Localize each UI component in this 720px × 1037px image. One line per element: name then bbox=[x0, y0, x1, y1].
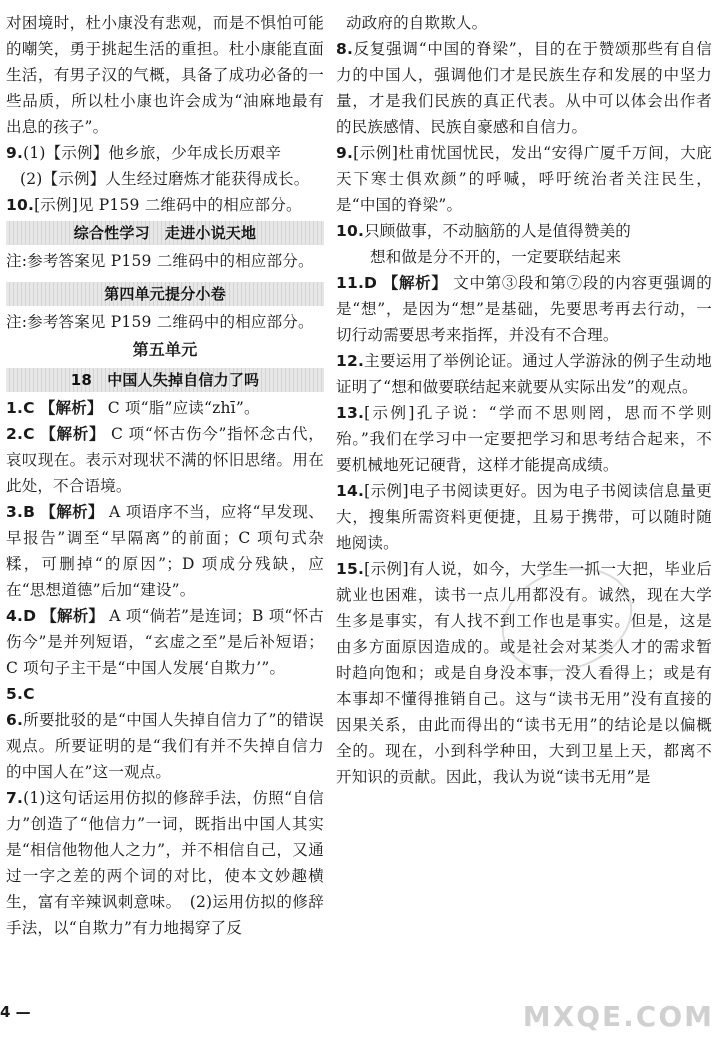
answer-9r-number: 9. bbox=[336, 144, 354, 162]
answer-8 bbox=[336, 36, 712, 140]
answer-10 bbox=[6, 192, 324, 218]
answer-13-number: 13. bbox=[336, 404, 365, 422]
answer-5 bbox=[6, 681, 324, 707]
unit-title: 第五单元 bbox=[132, 340, 198, 359]
answer-1-number: 1.C bbox=[6, 399, 35, 417]
answer-4-number: 4.D bbox=[6, 607, 37, 625]
answer-10-text: [示例]见 P159 二维码中的相应部分。 bbox=[34, 196, 302, 214]
answer-3-number: 3.B bbox=[6, 503, 36, 521]
answer-11-number: 11.D bbox=[336, 274, 378, 292]
answer-2-text: C 项“怀古伤今”指怀念古代，哀叹现在。表示对现状不满的怀旧思绪。用在此处，不合语境。 bbox=[6, 425, 324, 495]
answer-4-text: A 项“倘若”是连词；B 项“怀古伤今”是并列短语，“玄虚之至”是后补短语；C 项句子主干是“中国人发展‘自欺力’”。 bbox=[6, 607, 324, 677]
answer-7-text: (1)这句话运用仿拟的修辞手法，仿照“自信力”创造了“他信力”一词，既指出中国人其实是“相信他物他人之力”，并不相信自己，又通过一字之差的两个词的对比，使本文妙趣横生，富有辛辣讽刺意味。 (2)运用仿拟的修辞手法，以“自欺力”有力地揭穿了反 bbox=[6, 789, 324, 937]
banner-title-a: 综合性学习 bbox=[73, 224, 150, 242]
answer-13-text: [示例]孔子说：“学而不思则罔，思而不学则殆。”我们在学习中一定要把学习和思考结合起来，不要机械地死记硬背，这样才能提高成绩。 bbox=[336, 404, 712, 474]
answer-3-tag: 【解析】 bbox=[40, 503, 104, 521]
answer-14-number: 14. bbox=[336, 482, 365, 500]
section-banner-unit4 bbox=[6, 282, 324, 306]
answer-11-text: 文中第③段和第⑦段的内容更强调的是“想”，是因为“想”是基础，先要思考再去行动，一切行动需要思考来指挥，并没有不合理。 bbox=[336, 274, 712, 344]
answer-12-number: 12. bbox=[336, 352, 365, 370]
answer-14-text: [示例]电子书阅读更好。因为电子书阅读信息量更大，搜集所需资料更便捷，且易于携带，可以随时随地阅读。 bbox=[336, 482, 712, 552]
answer-10r-part-2: 想和做是分不开的，一定要联结起来 bbox=[370, 248, 622, 266]
banner-unit4-title: 第四单元提分小卷 bbox=[104, 285, 226, 303]
answer-12-text: 主要运用了举例论证。通过人学游泳的例子生动地证明了“想和做要联结起来就要从实际出发”的观点。 bbox=[336, 352, 712, 396]
answer-7 bbox=[6, 785, 324, 941]
banner-title-b: 走进小说天地 bbox=[165, 224, 257, 242]
answer-10r-part-1: 只顾做事，不动脑筋的人是值得赞美的 bbox=[364, 222, 631, 240]
answer-13 bbox=[336, 400, 712, 478]
answer-4-tag: 【解析】 bbox=[41, 607, 105, 625]
answer-3-text: A 项语序不当，应将“早发现、早报告”调至“早隔离”的前面；C 项句式杂糅，可删掉“的原因”；D 项成分残缺，应在“思想道德”后加“建设”。 bbox=[6, 503, 324, 599]
page-number: 4 — bbox=[0, 1003, 31, 1021]
answer-11 bbox=[336, 270, 712, 348]
answer-10-number: 10. bbox=[6, 196, 35, 214]
answer-2-number: 2.C bbox=[6, 425, 35, 443]
answer-9r-text: [示例]杜甫忧国忧民，发出“安得广厦千万间，大庇天下寒士俱欢颜”的呼喊，呼吁统治者关注民生，是“中国的脊梁”。 bbox=[336, 144, 712, 214]
answer-9-part-2: (2)【示例】人生经过磨炼才能获得成长。 bbox=[20, 170, 310, 188]
answer-1-tag: 【解析】 bbox=[39, 399, 103, 417]
answer-1 bbox=[6, 395, 324, 421]
note-1: 注:参考答案见 P159 二维码中的相应部分。 bbox=[6, 252, 314, 270]
answer-8-number: 8. bbox=[336, 40, 354, 58]
answer-5-number: 5.C bbox=[6, 685, 35, 703]
answer-4 bbox=[6, 603, 324, 681]
section-banner-comprehensive bbox=[6, 221, 324, 245]
answer-1-text: C 项“脂”应读“zhī”。 bbox=[107, 399, 260, 417]
answer-11-tag: 【解析】 bbox=[382, 274, 448, 292]
site-watermark: MXQE.COM bbox=[522, 1000, 714, 1033]
answer-14 bbox=[336, 478, 712, 556]
answer-6-number: 6. bbox=[6, 711, 24, 729]
answer-12 bbox=[336, 348, 712, 400]
answer-10r-part-2-row bbox=[336, 244, 712, 270]
answer-15-text: [示例]有人说，如今，大学生一抓一大把，毕业后就业也困难，读书一点儿用都没有。诚然，现在大学生多是事实，有人找不到工作也是事实。但是，这是由多方面原因造成的。或是社会对某类人才的需求暂时趋向饱和；或是自身没本事，没人看得上；或是有本事却不懂得推销自己。这与“读书无用”没有直接的因果关系，由此而得出的“读书无用”的结论是以偏概全的。现在，小到科学种田，大到卫星上天，都离不开知识的贡献。因此，我认为说“读书无用”是 bbox=[336, 560, 712, 786]
answer-9-part-1: (1)【示例】他乡旅，少年成长历艰辛 bbox=[23, 144, 282, 162]
left-column bbox=[6, 10, 324, 941]
right-column bbox=[336, 10, 712, 790]
answer-8-text: 反复强调“中国的脊梁”，目的在于赞颂那些有自信力的中国人，强调他们才是民族生存和发展的中坚力量，才是我们民族的真正代表。从中可以体会出作者的民族感情、民族自豪感和自信力。 bbox=[336, 40, 712, 136]
answer-7-number: 7. bbox=[6, 789, 24, 807]
answer-3 bbox=[6, 499, 324, 603]
answer-6-text: 所要批驳的是“中国人失掉自信力了”的错误观点。所要证明的是“我们有并不失掉自信力的中国人在”这一观点。 bbox=[6, 711, 324, 781]
answer-2-tag: 【解析】 bbox=[40, 425, 106, 443]
answer-6 bbox=[6, 707, 324, 785]
note-2: 注:参考答案见 P159 二维码中的相应部分。 bbox=[6, 313, 314, 331]
answer-7-continued: 动政府的自欺欺人。 bbox=[346, 14, 488, 32]
answer-15-number: 15. bbox=[336, 560, 365, 578]
answer-10r bbox=[336, 218, 712, 244]
answer-9r bbox=[336, 140, 712, 218]
answer-9 bbox=[6, 140, 324, 166]
answer-9-part-2-row bbox=[6, 166, 324, 192]
lesson-banner: 18 中国人失掉自信力了吗 bbox=[6, 368, 324, 392]
answer-10r-number: 10. bbox=[336, 222, 365, 240]
answer-9-number: 9. bbox=[6, 144, 24, 162]
intro-paragraph: 对困境时，杜小康没有悲观，而是不惧怕可能的嘲笑，勇于挑起生活的重担。杜小康能直面生活，有男子汉的气概，具备了成功必备的一些品质，所以杜小康也许会成为“油麻地最有出息的孩子”。 bbox=[6, 14, 324, 136]
answer-2 bbox=[6, 421, 324, 499]
